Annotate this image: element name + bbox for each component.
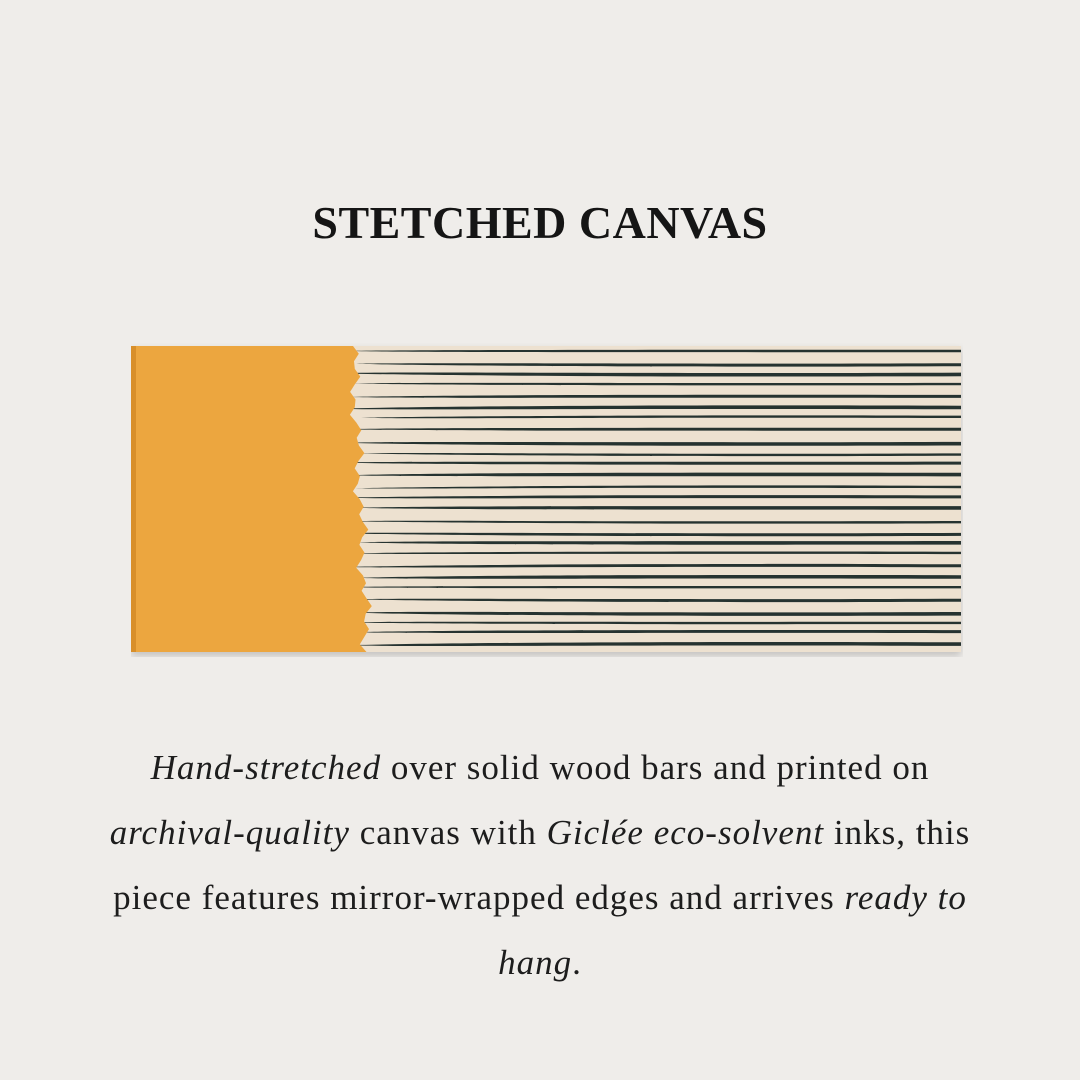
canvas-artwork-image (131, 343, 963, 657)
description-emphasis: archival-quality (109, 813, 350, 852)
description-emphasis: ready to hang (498, 878, 967, 982)
product-description (90, 735, 990, 995)
description-emphasis: Giclée eco-solvent (546, 813, 825, 852)
artwork-orange-block (136, 346, 372, 652)
description-text: inks, this piece features mirror-wrapped edges and arrives (113, 813, 971, 917)
canvas-artwork (131, 343, 963, 657)
page-title: STETCHED CANVAS (312, 197, 768, 248)
description-text: over solid wood bars and printed on (381, 748, 930, 787)
description-emphasis: Hand-stretched (150, 748, 382, 787)
description-text: canvas with (349, 813, 547, 852)
description-text: . (572, 943, 582, 982)
